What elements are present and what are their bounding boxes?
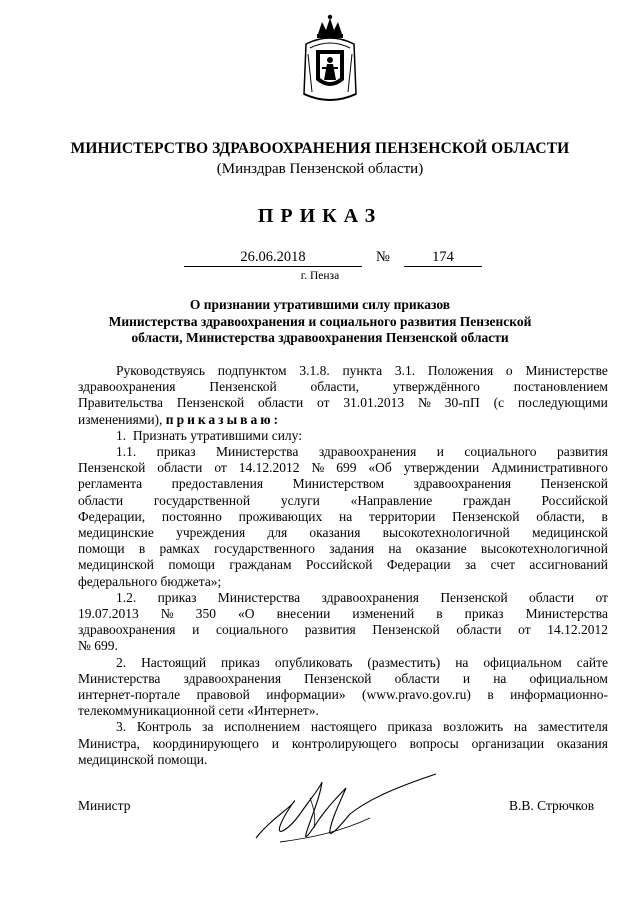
word: Пензенской bbox=[209, 379, 277, 395]
word: здравоохранения bbox=[413, 476, 512, 492]
word: приказа bbox=[387, 719, 433, 735]
word: официальном bbox=[529, 670, 608, 686]
word: здравоохранения bbox=[78, 379, 176, 395]
word: медицинской bbox=[531, 525, 608, 541]
word: № bbox=[311, 460, 325, 476]
text-line bbox=[78, 509, 608, 525]
word: от bbox=[317, 395, 330, 411]
word: Министерства bbox=[217, 589, 301, 605]
text-line bbox=[78, 493, 608, 509]
word: возложить bbox=[443, 719, 504, 735]
word: приказ bbox=[464, 606, 504, 622]
word: Российской bbox=[305, 557, 373, 573]
word: постановлением bbox=[513, 379, 608, 395]
word: № bbox=[418, 395, 431, 411]
word: постоянно bbox=[161, 508, 222, 524]
word: Министерством bbox=[292, 476, 385, 492]
word: настоящего bbox=[310, 719, 377, 735]
paragraph-2-last-line: телекоммуникационной сети «Интернет». bbox=[78, 703, 319, 719]
signatory-name: В.В. Стрючков bbox=[509, 798, 595, 813]
word: для bbox=[267, 525, 288, 541]
word: 3. bbox=[116, 719, 127, 735]
word: (разместить) bbox=[367, 654, 441, 670]
text-line bbox=[78, 606, 608, 622]
word: регламента bbox=[78, 476, 143, 492]
word: области bbox=[456, 622, 502, 638]
order-number: 174 bbox=[404, 249, 482, 267]
handwritten-signature bbox=[250, 768, 440, 854]
word: приказ bbox=[221, 654, 260, 670]
word: и bbox=[192, 622, 200, 638]
word: Российской bbox=[541, 492, 608, 508]
text-line bbox=[78, 460, 608, 476]
word: 3.1. bbox=[394, 363, 416, 378]
order-word: приказываю: bbox=[165, 411, 282, 427]
word: утверждении bbox=[403, 460, 480, 476]
text-line bbox=[78, 655, 608, 671]
paragraph-1-1-last-line: федерального бюджета»; bbox=[78, 573, 222, 589]
word: проживающих bbox=[238, 508, 323, 524]
word: о bbox=[505, 363, 513, 378]
word: Пензенской bbox=[540, 476, 608, 492]
word: (с bbox=[493, 395, 505, 411]
word: Пензенской bbox=[78, 460, 146, 476]
word: пункта bbox=[342, 363, 383, 378]
word: (www.pravo.gov.ru) bbox=[362, 687, 471, 703]
word: на bbox=[513, 719, 528, 735]
word: от bbox=[595, 589, 608, 605]
word: медицинские bbox=[78, 525, 154, 541]
word: области, bbox=[536, 508, 585, 524]
word: информационно- bbox=[510, 687, 608, 703]
subject-line: О признании утратившими силу приказов bbox=[189, 297, 451, 312]
text-line bbox=[78, 363, 608, 379]
word: 3.1.8. bbox=[299, 363, 330, 378]
word: оказания bbox=[556, 735, 608, 751]
word: Министерстве bbox=[525, 363, 608, 378]
word: контролирующего bbox=[291, 735, 397, 751]
text-line bbox=[78, 622, 608, 638]
word: граждан bbox=[463, 492, 511, 508]
paragraph-3-last-line: медицинской помощи. bbox=[78, 751, 208, 767]
word: 30-пП bbox=[444, 395, 480, 411]
word: счет bbox=[490, 557, 516, 573]
word: от bbox=[214, 460, 227, 476]
order-body bbox=[78, 363, 608, 768]
paragraph-intro bbox=[78, 363, 608, 412]
word: Административного bbox=[491, 460, 608, 476]
word: Федерации bbox=[386, 557, 451, 573]
word: социального bbox=[216, 622, 289, 638]
word: здравоохранения bbox=[318, 444, 417, 460]
word: координирующего bbox=[152, 735, 259, 751]
word: организации bbox=[471, 735, 545, 751]
subject-line: Министерства здравоохранения и социального развития Пензенской bbox=[108, 313, 532, 329]
word: Министра, bbox=[78, 735, 140, 751]
word: 699 bbox=[336, 460, 357, 476]
word: № bbox=[160, 606, 174, 622]
word: 2. bbox=[116, 654, 127, 670]
word: 31.01.2013 bbox=[343, 395, 405, 411]
word: «О bbox=[238, 606, 255, 622]
word: Пензенской bbox=[372, 622, 440, 638]
paragraph-1-2-last-line: № 699. bbox=[78, 638, 118, 654]
word: опубликовать bbox=[274, 654, 353, 670]
word: на bbox=[339, 508, 353, 524]
ministry-short-name: (Минздрав Пензенской области) bbox=[216, 161, 424, 177]
word: оказания bbox=[309, 525, 361, 541]
word: Настоящий bbox=[141, 654, 207, 670]
word: сайте bbox=[576, 654, 608, 670]
word: заместителя bbox=[537, 719, 608, 735]
text-line bbox=[78, 395, 608, 411]
word: территории bbox=[369, 508, 436, 524]
order-subject bbox=[80, 297, 560, 347]
word: подпунктом bbox=[217, 363, 287, 378]
word: в bbox=[601, 508, 608, 524]
word: на bbox=[388, 541, 402, 557]
word: предоставления bbox=[171, 476, 264, 492]
word: развития bbox=[556, 444, 608, 460]
word: официальном bbox=[483, 654, 562, 670]
word: на bbox=[455, 654, 469, 670]
word: здравоохранения bbox=[78, 622, 176, 638]
word: области bbox=[528, 589, 575, 605]
word: Пензенской bbox=[440, 589, 508, 605]
word: 350 bbox=[195, 606, 216, 622]
word: «Направление bbox=[350, 492, 433, 508]
word: Министерства bbox=[78, 670, 161, 686]
word: исполнением bbox=[224, 719, 301, 735]
word: 1.1. bbox=[116, 444, 137, 460]
text-line bbox=[78, 719, 608, 735]
text-line bbox=[78, 736, 608, 752]
word: утверждённого bbox=[392, 379, 480, 395]
word: развития bbox=[304, 622, 356, 638]
word: области bbox=[78, 492, 124, 508]
word: за bbox=[464, 557, 477, 573]
document-type-title: ПРИКАЗ bbox=[257, 205, 383, 227]
word: государственной bbox=[153, 492, 251, 508]
word: Пензенской bbox=[452, 508, 520, 524]
word: 14.12.2012 bbox=[547, 622, 608, 638]
word: рамках bbox=[159, 541, 200, 557]
word: в bbox=[487, 687, 494, 703]
text-line bbox=[78, 525, 608, 541]
word: гражданам bbox=[229, 557, 292, 573]
word: области bbox=[394, 670, 440, 686]
text-line bbox=[78, 557, 608, 573]
word: последующими bbox=[517, 395, 608, 411]
text-line bbox=[78, 671, 608, 687]
word: изменений bbox=[352, 606, 415, 622]
word: и bbox=[436, 444, 444, 460]
word: высокотехнологичной bbox=[382, 525, 510, 541]
number-sign: № bbox=[376, 249, 390, 265]
text-line bbox=[78, 541, 608, 557]
word: Положения bbox=[427, 363, 494, 378]
word: 1.2. bbox=[116, 589, 137, 605]
subject-line: области, Министерства здравоохранения Пензенской области bbox=[131, 330, 509, 345]
word: в bbox=[138, 541, 146, 557]
text-line bbox=[78, 379, 608, 395]
word: помощи bbox=[168, 557, 215, 573]
word: за bbox=[202, 719, 214, 735]
word: 19.07.2013 bbox=[78, 606, 139, 622]
word: Руководствуясь bbox=[116, 363, 205, 378]
word: 14.12.2012 bbox=[238, 460, 300, 476]
word: государственного bbox=[214, 541, 316, 557]
word: области bbox=[157, 460, 203, 476]
word: учреждения bbox=[176, 525, 246, 541]
paragraph-1: 1. Признать утратившими силу: bbox=[116, 427, 302, 443]
word: задания bbox=[329, 541, 375, 557]
paragraph-1-1 bbox=[78, 444, 608, 574]
word: Федерации, bbox=[78, 508, 146, 524]
word: приказ bbox=[156, 444, 196, 460]
word: социального bbox=[464, 444, 537, 460]
word: от bbox=[518, 622, 531, 638]
paragraph-1-2 bbox=[78, 590, 608, 639]
paragraph-intro-last-line bbox=[78, 412, 608, 428]
word: и bbox=[271, 735, 279, 751]
word: интернет-портале bbox=[78, 687, 181, 703]
word: вопросы bbox=[409, 735, 459, 751]
text-line bbox=[78, 687, 608, 703]
word: «Об bbox=[368, 460, 392, 476]
coat-of-arms-emblem bbox=[298, 14, 362, 106]
word: Пензенской bbox=[304, 670, 372, 686]
word: в bbox=[436, 606, 443, 622]
word: информации» bbox=[266, 687, 346, 703]
word: на bbox=[493, 670, 507, 686]
word: высокотехнологичной bbox=[480, 541, 608, 557]
text-line bbox=[78, 590, 608, 606]
word: и bbox=[462, 670, 471, 686]
text-line bbox=[78, 444, 608, 460]
word: области bbox=[258, 395, 304, 411]
word: ассигнований bbox=[529, 557, 608, 573]
word: внесении bbox=[276, 606, 331, 622]
word: оказание bbox=[415, 541, 467, 557]
word: Контроль bbox=[136, 719, 192, 735]
word: здравоохранения bbox=[321, 589, 419, 605]
word: Министерства bbox=[525, 606, 608, 622]
word: помощи bbox=[78, 541, 125, 557]
word: Министерства bbox=[215, 444, 299, 460]
word: услуги bbox=[280, 492, 320, 508]
word: Правительства bbox=[78, 395, 163, 411]
word: Пензенской bbox=[176, 395, 245, 411]
text-line bbox=[78, 476, 608, 492]
word: медицинской bbox=[78, 557, 154, 573]
intro-tail-text: изменениями), bbox=[78, 411, 163, 427]
paragraph-2 bbox=[78, 655, 608, 704]
order-date: 26.06.2018 bbox=[184, 249, 362, 267]
word: приказ bbox=[157, 589, 197, 605]
ministry-name: МИНИСТЕРСТВО ЗДРАВООХРАНЕНИЯ ПЕНЗЕНСКОЙ ОБЛАСТИ bbox=[70, 140, 570, 157]
word: здравоохранения bbox=[183, 670, 282, 686]
issue-city: г. Пенза bbox=[300, 270, 340, 282]
word: области, bbox=[310, 379, 360, 395]
paragraph-3 bbox=[78, 719, 608, 751]
signatory-title: Министр bbox=[78, 798, 131, 813]
word: правовой bbox=[196, 687, 250, 703]
